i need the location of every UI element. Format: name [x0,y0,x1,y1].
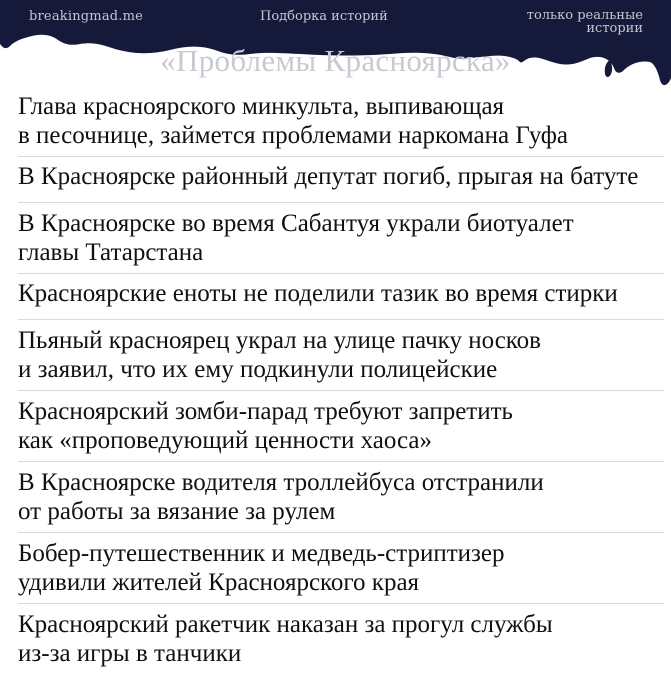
story-line: Пьяный красноярец украл на улице пачку носков [18,327,541,354]
story-line: В Красноярске районный депутат погиб, прыгая на батуте [18,163,639,190]
story-item[interactable] [18,320,664,391]
story-item[interactable] [18,462,664,533]
story-line: и заявил, что их ему подкинули полицейские [18,356,498,383]
story-line: из-за игры в танчики [18,640,242,667]
story-item[interactable] [18,604,664,675]
page-title: «Проблемы Красноярска» [160,43,511,78]
story-line: от работы за вязание за рулем [18,498,336,525]
story-line: в песочнице, займется проблемами наркомана Гуфа [18,122,569,149]
story-item[interactable] [18,391,664,462]
story-line: В Красноярске во время Сабантуя украли биотуалет [18,210,574,237]
story-item[interactable] [18,157,664,203]
story-line: Красноярские еноты не поделили тазик во время стирки [18,280,618,307]
story-item[interactable] [18,86,664,157]
story-item[interactable] [18,203,664,274]
story-line: Бобер-путешественник и медведь-стриптизер [18,540,505,567]
story-line: удивили жителей Красноярского края [18,569,420,596]
story-list [18,86,664,675]
story-line: Красноярский ракетчик наказан за прогул службы [18,611,553,638]
site-name[interactable]: breakingmad.me [29,9,144,24]
story-item[interactable] [18,274,664,320]
story-item[interactable] [18,533,664,604]
story-line: главы Татарстана [18,239,204,266]
story-line: Красноярский зомби-парад требуют запретить [18,398,513,425]
tagline: только реальные истории [526,8,643,36]
story-line: как «проповедующий ценности хаоса» [18,427,432,454]
story-line: В Красноярске водителя троллейбуса отстранили [18,469,544,496]
collection-label: Подборка историй [260,9,388,24]
story-line: Глава красноярского минкульта, выпивающая [18,93,505,120]
